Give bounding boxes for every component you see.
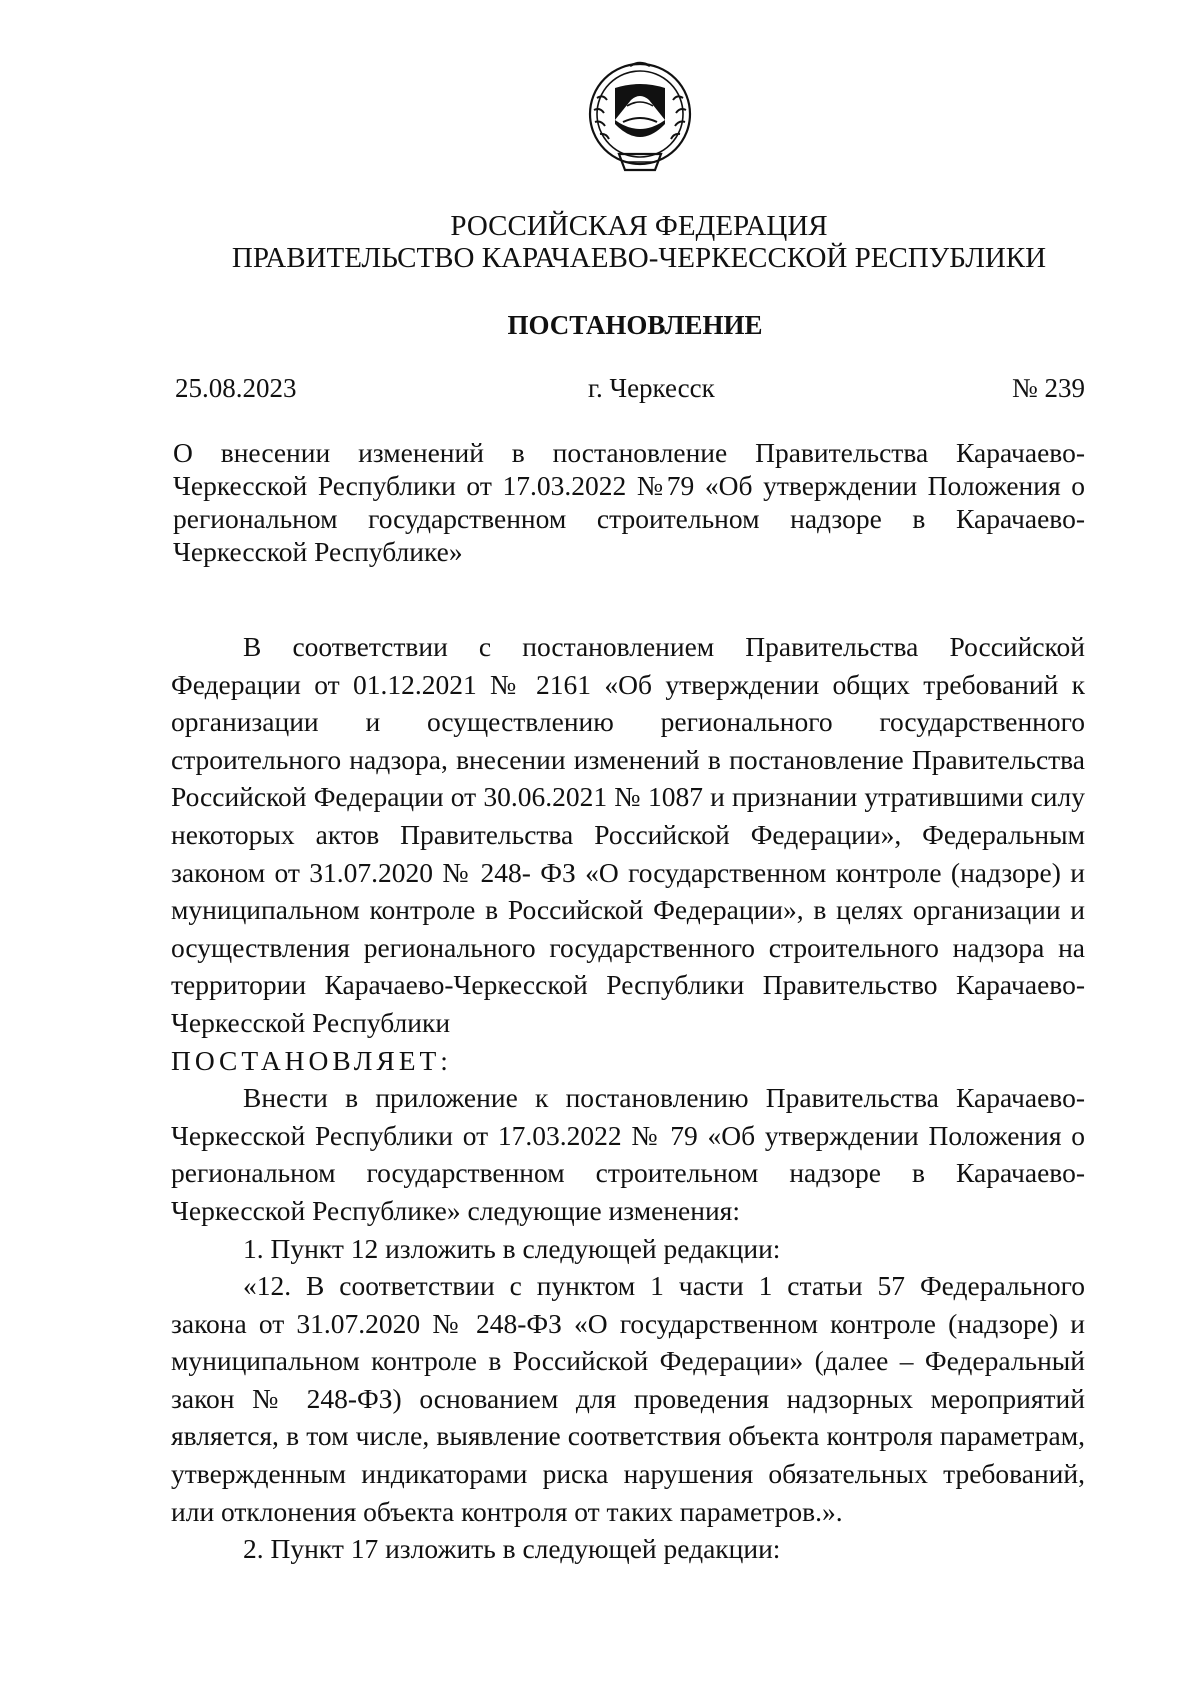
document-number: № 239 [1012,373,1086,403]
coat-of-arms-icon [575,58,705,188]
item-2-heading: 2. Пункт 17 изложить в следующей редакции: [243,1533,781,1565]
document-title: О внесении изменений в постановление Правительства Карачаево-Черкесской Республики от 17.03.2022 №79 «Об утверждении Положения о региональном государственном строительном надзоре в Карачаево-Черкесской Республике» [173,437,1085,567]
intro-paragraph: Внести в приложение к постановлению Правительства Карачаево-Черкесской Республики от 17.03.2022 № 79 «Об утверждении Положения о региональном государственном строительном надзоре в Карачаево-Черкесской Республике» следующие изменения: [171,1082,1085,1226]
document-body [171,628,1085,1568]
item-1-text: «12. В соответствии с пунктом 1 части 1 статьи 57 Федерального закона от 31.07.2020 № 248-ФЗ «О государственном контроле (надзоре) и муниципальном контроле в Российской Федерации» (далее – Федеральный закон № 248-ФЗ) основанием для проведения надзорных мероприятий является, в том числе, выявление соответствия объекта контроля параметрам, утвержденным индикаторами риска нарушения обязательных требований, или отклонения объекта контроля от таких параметров.». [171,1270,1085,1527]
header-country: РОССИЙСКАЯ ФЕДЕРАЦИЯ [450,210,828,242]
document-type: ПОСТАНОВЛЕНИЕ [507,310,763,340]
preamble-paragraph: В соответствии с постановлением Правительства Российской Федерации от 01.12.2021 № 2161 «Об утверждении общих требований к организации и осуществлению регионального государственного строительного надзора, внесении изменений в постановление Правительства Российской Федерации от 30.06.2021 № 1087 и признании утратившими силу некоторых актов Правительства Российской Федерации», Федеральным законом от 31.07.2020 № 248- ФЗ «О государственном контроле (надзоре) и муниципальном контроле в Российской Федерации», в целях организации и осуществления регионального государственного строительного надзора на территории Карачаево-Черкесской Республики Правительство Карачаево-Черкесской Республики [171,631,1085,1038]
decree-word: ПОСТАНОВЛЯЕТ: [171,1044,452,1076]
item-1-heading: 1. Пункт 12 изложить в следующей редакции: [243,1232,781,1264]
document-date: 25.08.2023 [175,373,297,403]
header-government: ПРАВИТЕЛЬСТВО КАРАЧАЕВО-ЧЕРКЕССКОЙ РЕСПУБЛИКИ [231,242,1047,274]
document-city: г. Черкесск [588,373,715,403]
